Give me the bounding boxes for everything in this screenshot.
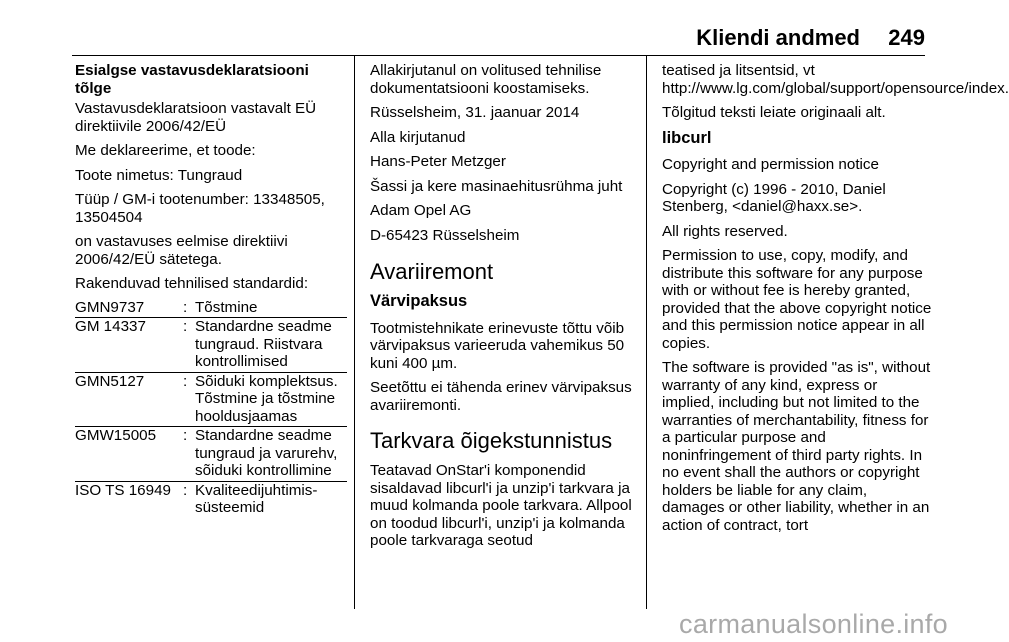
table-row bbox=[75, 299, 347, 318]
page-number: 249 bbox=[888, 25, 925, 50]
subheading-varvipaksus: Värvipaksus bbox=[370, 292, 468, 310]
paragraph: Tõlgitud teksti leiate originaali alt. bbox=[662, 104, 886, 121]
paragraph: Rüsselsheim, 31. jaanuar 2014 bbox=[370, 104, 580, 121]
paragraph: Tootmistehnikate erinevuste tõttu võib värvipaksus varieeruda vahemikus 50 kuni 400 µm. bbox=[370, 319, 625, 372]
declaration-heading: Esialgse vastavusdeklaratsiooni tõlge bbox=[75, 62, 309, 97]
standard-code: GMW15005 bbox=[75, 427, 183, 482]
paragraph: Vastavusdeklaratsioon vastavalt EÜ direktiivile 2006/42/EÜ bbox=[75, 100, 317, 135]
header-divider bbox=[72, 55, 925, 56]
standard-description: Kvaliteedijuhtimis-süsteemid bbox=[195, 481, 318, 516]
standard-code: GMN9737 bbox=[75, 299, 183, 318]
paragraph: Copyright (c) 1996 - 2010, Daniel Stenberg, <daniel@haxx.se>. bbox=[662, 180, 886, 215]
column-divider-1 bbox=[354, 56, 355, 609]
paragraph: on vastavuses eelmise direktiivi 2006/42/EÜ sätetega. bbox=[75, 233, 288, 268]
standard-description: Sõiduki komplektsus. Tõstmine ja tõstmine hooldusjaamas bbox=[195, 372, 347, 427]
standards-table bbox=[75, 299, 347, 518]
heading-avariiremont: Avariiremont bbox=[370, 259, 494, 284]
standard-code: GMN5127 bbox=[75, 372, 183, 427]
section-title: Kliendi andmed bbox=[696, 25, 860, 50]
paragraph: Adam Opel AG bbox=[370, 202, 472, 219]
paragraph: Šassi ja kere masinaehitusrühma juht bbox=[370, 177, 623, 195]
paragraph: Tüüp / GM-i tootenumber: 13348505, 13504504 bbox=[75, 191, 325, 226]
separator: : bbox=[183, 299, 195, 318]
separator: : bbox=[183, 427, 195, 482]
column-divider-2 bbox=[646, 56, 647, 609]
paragraph: Allakirjutanul on volitused tehnilise dokumentatsiooni koostamiseks. bbox=[370, 62, 602, 97]
separator: : bbox=[183, 318, 195, 373]
standard-description: Standardne seadme tungraud. Riistvara kontrollimised bbox=[195, 318, 347, 373]
heading-tarkvara: Tarkvara õigekstunnistus bbox=[370, 428, 613, 453]
standard-description: Tõstmine bbox=[195, 299, 347, 318]
paragraph: Hans-Peter Metzger bbox=[370, 153, 506, 170]
paragraph: Teatavad OnStar'i komponendid sisaldavad libcurl'i ja unzip'i tarkvara ja muud kolmanda poole tarkvara. Allpool on toodud libcurl'i, unzip'i ja kolmanda poole tarkvaraga seotud bbox=[370, 462, 632, 549]
standard-code: GM 14337 bbox=[75, 318, 183, 373]
watermark-text: carmanualsonline.info bbox=[679, 609, 948, 639]
paragraph: Copyright and permission notice bbox=[662, 156, 879, 173]
paragraph: Permission to use, copy, modify, and distribute this software for any purpose with or without fee is hereby granted, provided that the above copyright notice and this permission notice appear in all copies. bbox=[662, 247, 932, 352]
paragraph: Me deklareerime, et toode: bbox=[75, 142, 256, 159]
column-1 bbox=[75, 62, 345, 518]
paragraph: D-65423 Rüsselsheim bbox=[370, 226, 520, 244]
standard-description: Standardne seadme tungraud ja varurehv, sõiduki kontrollimine bbox=[195, 427, 347, 482]
table-row bbox=[75, 427, 347, 482]
table-row bbox=[75, 318, 347, 373]
separator: : bbox=[183, 372, 195, 427]
paragraph: Alla kirjutanud bbox=[370, 128, 466, 146]
column-2 bbox=[370, 62, 646, 557]
paragraph: Rakenduvad tehnilised standardid: bbox=[75, 275, 309, 292]
paragraph: Toote nimetus: Tungraud bbox=[75, 166, 243, 184]
table-row bbox=[75, 481, 347, 518]
standard-code: ISO TS 16949 bbox=[75, 481, 171, 499]
table-row bbox=[75, 372, 347, 427]
paragraph: Seetõttu ei tähenda erinev värvipaksus avariiremonti. bbox=[370, 379, 632, 414]
paragraph: teatised ja litsentsid, vt http://www.lg.com/global/support/opensource/index. bbox=[662, 62, 1009, 97]
column-3 bbox=[662, 62, 1009, 541]
paragraph: All rights reserved. bbox=[662, 222, 788, 240]
paragraph: The software is provided "as is", without warranty of any kind, express or implied, including but not limited to the warranties of merchantability, fitness for a particular purpose and noninfringement of third party rights. In no event shall the authors or copyright holders be liable for any claim, damages or other liability, whether in an action of contract, tort bbox=[662, 359, 931, 534]
separator: : bbox=[183, 481, 188, 499]
subheading-libcurl: libcurl bbox=[662, 128, 712, 147]
